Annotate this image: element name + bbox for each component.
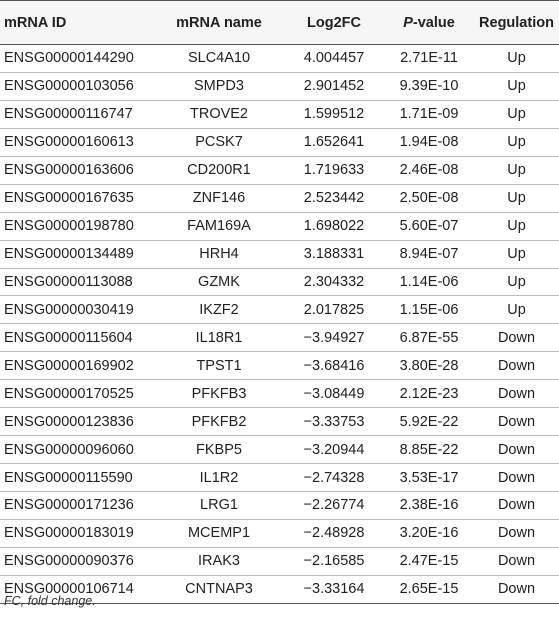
table-row — [0, 184, 559, 212]
cell-mrna-name: FAM169A — [154, 212, 284, 240]
cell-p-value: 9.39E-10 — [384, 72, 474, 100]
cell-p-value: 6.87E-55 — [384, 324, 474, 352]
cell-regulation: Down — [474, 380, 559, 408]
cell-mrna-id: ENSG00000163606 — [0, 156, 154, 184]
cell-log2fc: −3.94927 — [284, 324, 384, 352]
cell-p-value: 2.46E-08 — [384, 156, 474, 184]
table-row — [0, 240, 559, 268]
cell-p-value: 8.94E-07 — [384, 240, 474, 268]
cell-p-value: 5.60E-07 — [384, 212, 474, 240]
cell-mrna-name: GZMK — [154, 268, 284, 296]
cell-p-value: 3.80E-28 — [384, 352, 474, 380]
cell-p-value: 2.38E-16 — [384, 492, 474, 520]
cell-p-value: 8.85E-22 — [384, 436, 474, 464]
table-row — [0, 268, 559, 296]
table-row — [0, 352, 559, 380]
table-row — [0, 212, 559, 240]
cell-mrna-id: ENSG00000183019 — [0, 519, 154, 547]
header-p-value — [384, 1, 474, 45]
cell-log2fc: −3.68416 — [284, 352, 384, 380]
cell-regulation: Down — [474, 436, 559, 464]
cell-mrna-name: FKBP5 — [154, 436, 284, 464]
cell-log2fc: −2.16585 — [284, 547, 384, 575]
table-row — [0, 436, 559, 464]
cell-mrna-name: IRAK3 — [154, 547, 284, 575]
header-mrna-name: mRNA name — [154, 1, 284, 45]
cell-mrna-name: PCSK7 — [154, 128, 284, 156]
cell-log2fc: 1.719633 — [284, 156, 384, 184]
cell-mrna-id: ENSG00000160613 — [0, 128, 154, 156]
cell-regulation: Up — [474, 72, 559, 100]
cell-log2fc: 3.188331 — [284, 240, 384, 268]
cell-mrna-id: ENSG00000090376 — [0, 547, 154, 575]
cell-mrna-id: ENSG00000144290 — [0, 45, 154, 73]
cell-regulation: Up — [474, 296, 559, 324]
cell-p-value: 1.14E-06 — [384, 268, 474, 296]
table-row — [0, 72, 559, 100]
cell-mrna-id: ENSG00000170525 — [0, 380, 154, 408]
header-regulation: Regulation — [474, 1, 559, 45]
cell-mrna-id: ENSG00000134489 — [0, 240, 154, 268]
cell-regulation: Down — [474, 352, 559, 380]
table-row — [0, 492, 559, 520]
cell-regulation: Down — [474, 324, 559, 352]
cell-mrna-name: PFKFB2 — [154, 408, 284, 436]
cell-regulation: Down — [474, 519, 559, 547]
cell-regulation: Up — [474, 156, 559, 184]
table-body — [0, 45, 559, 604]
table-row — [0, 128, 559, 156]
cell-mrna-name: IKZF2 — [154, 296, 284, 324]
cell-regulation: Up — [474, 184, 559, 212]
cell-log2fc: 1.698022 — [284, 212, 384, 240]
cell-regulation: Down — [474, 547, 559, 575]
table-row — [0, 296, 559, 324]
table-row — [0, 380, 559, 408]
header-mrna-id: mRNA ID — [0, 1, 154, 45]
cell-p-value: 1.94E-08 — [384, 128, 474, 156]
cell-log2fc: 1.599512 — [284, 100, 384, 128]
cell-mrna-id: ENSG00000171236 — [0, 492, 154, 520]
cell-p-value: 2.71E-11 — [384, 45, 474, 73]
cell-log2fc: 1.652641 — [284, 128, 384, 156]
cell-log2fc: 2.304332 — [284, 268, 384, 296]
cell-log2fc: −2.26774 — [284, 492, 384, 520]
cell-regulation: Up — [474, 45, 559, 73]
cell-mrna-name: CD200R1 — [154, 156, 284, 184]
cell-log2fc: −3.33753 — [284, 408, 384, 436]
cell-regulation: Down — [474, 408, 559, 436]
cell-mrna-name: LRG1 — [154, 492, 284, 520]
cell-mrna-name: SLC4A10 — [154, 45, 284, 73]
cell-mrna-id: ENSG00000116747 — [0, 100, 154, 128]
cell-regulation: Up — [474, 100, 559, 128]
cell-mrna-name: IL1R2 — [154, 464, 284, 492]
header-log2fc: Log2FC — [284, 1, 384, 45]
header-row — [0, 1, 559, 45]
cell-p-value: 3.20E-16 — [384, 519, 474, 547]
cell-p-value: 1.71E-09 — [384, 100, 474, 128]
cell-regulation: Down — [474, 464, 559, 492]
cell-mrna-id: ENSG00000115604 — [0, 324, 154, 352]
cell-mrna-name: TPST1 — [154, 352, 284, 380]
cell-log2fc: 2.901452 — [284, 72, 384, 100]
cell-mrna-name: SMPD3 — [154, 72, 284, 100]
cell-p-value: 2.50E-08 — [384, 184, 474, 212]
header-p-rest: -value — [412, 14, 455, 31]
cell-mrna-id: ENSG00000169902 — [0, 352, 154, 380]
cell-regulation: Down — [474, 575, 559, 603]
table-row — [0, 156, 559, 184]
cell-regulation: Up — [474, 128, 559, 156]
cell-p-value: 5.92E-22 — [384, 408, 474, 436]
table-row — [0, 324, 559, 352]
cell-log2fc: 2.017825 — [284, 296, 384, 324]
table-header — [0, 1, 559, 45]
cell-p-value: 2.47E-15 — [384, 547, 474, 575]
cell-log2fc: −2.74328 — [284, 464, 384, 492]
table-row — [0, 408, 559, 436]
cell-mrna-id: ENSG00000113088 — [0, 268, 154, 296]
cell-log2fc: 2.523442 — [284, 184, 384, 212]
table-row — [0, 464, 559, 492]
cell-log2fc: −3.08449 — [284, 380, 384, 408]
cell-regulation: Down — [474, 492, 559, 520]
cell-mrna-name: ZNF146 — [154, 184, 284, 212]
cell-regulation: Up — [474, 240, 559, 268]
cell-mrna-name: CNTNAP3 — [154, 575, 284, 603]
cell-mrna-id: ENSG00000106714 — [0, 575, 154, 603]
cell-mrna-name: PFKFB3 — [154, 380, 284, 408]
cell-p-value: 1.15E-06 — [384, 296, 474, 324]
cell-mrna-id: ENSG00000167635 — [0, 184, 154, 212]
cell-mrna-id: ENSG00000030419 — [0, 296, 154, 324]
cell-mrna-name: HRH4 — [154, 240, 284, 268]
cell-regulation: Up — [474, 212, 559, 240]
table-row — [0, 547, 559, 575]
header-p-italic: P — [403, 14, 413, 31]
cell-log2fc: −3.33164 — [284, 575, 384, 603]
cell-mrna-id: ENSG00000103056 — [0, 72, 154, 100]
cell-mrna-name: MCEMP1 — [154, 519, 284, 547]
cell-regulation: Up — [474, 268, 559, 296]
cell-mrna-name: IL18R1 — [154, 324, 284, 352]
cell-log2fc: 4.004457 — [284, 45, 384, 73]
cell-p-value: 2.12E-23 — [384, 380, 474, 408]
cell-mrna-id: ENSG00000198780 — [0, 212, 154, 240]
cell-p-value: 2.65E-15 — [384, 575, 474, 603]
table-row — [0, 45, 559, 73]
cell-mrna-id: ENSG00000115590 — [0, 464, 154, 492]
cell-mrna-name: TROVE2 — [154, 100, 284, 128]
cell-mrna-id: ENSG00000096060 — [0, 436, 154, 464]
cell-log2fc: −2.48928 — [284, 519, 384, 547]
table-row — [0, 100, 559, 128]
table-row — [0, 519, 559, 547]
cell-mrna-id: ENSG00000123836 — [0, 408, 154, 436]
cell-log2fc: −3.20944 — [284, 436, 384, 464]
cell-p-value: 3.53E-17 — [384, 464, 474, 492]
table-footnote: FC, fold change. — [4, 594, 96, 608]
